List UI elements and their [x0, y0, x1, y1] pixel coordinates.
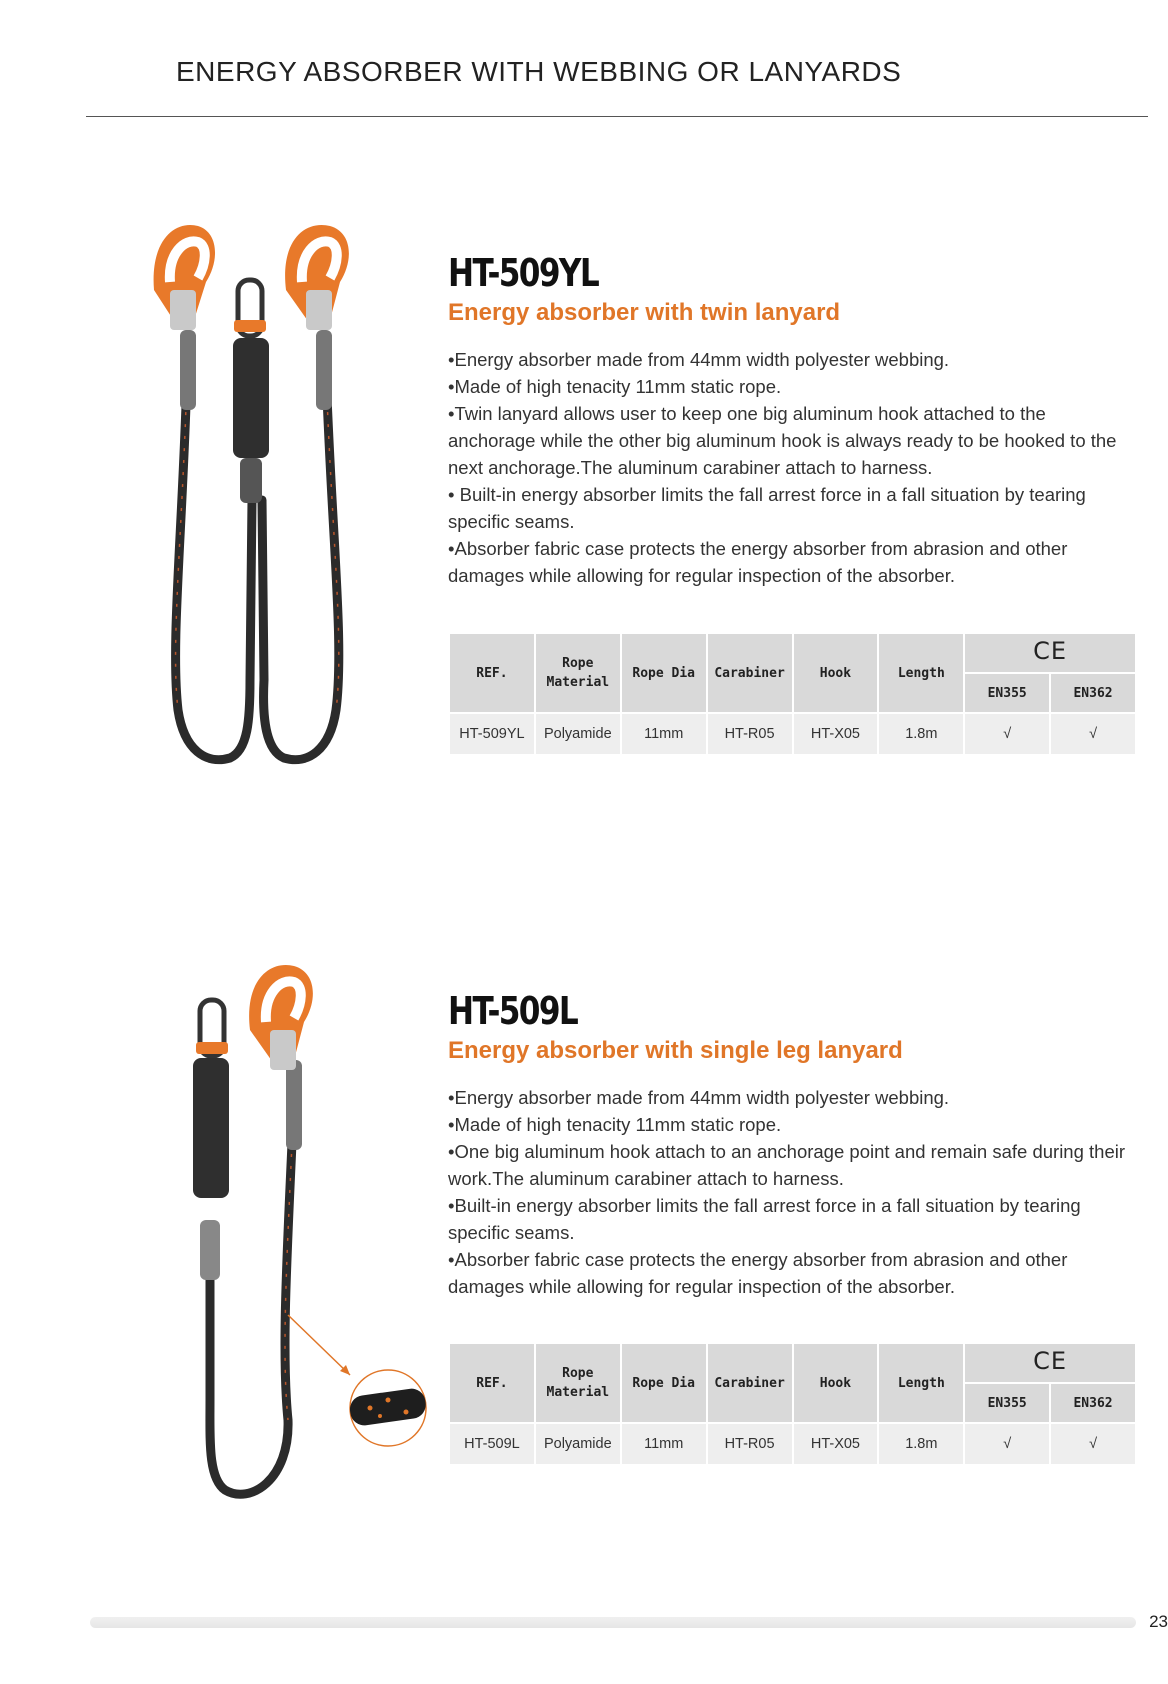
- spec-table-ht-509yl: [448, 632, 1137, 756]
- feature-item: •Made of high tenacity 11mm static rope.: [448, 1114, 782, 1135]
- feature-item: •Made of high tenacity 11mm static rope.: [448, 376, 782, 397]
- col-header-hook: Hook: [793, 1343, 879, 1423]
- header-divider: [86, 116, 1148, 117]
- rope-detail-icon: [348, 1370, 427, 1446]
- feature-item: •Energy absorber made from 44mm width polyester webbing.: [448, 1087, 950, 1108]
- cell-rope-material: Polyamide: [535, 713, 621, 755]
- ce-mark-icon: CE: [964, 633, 1136, 673]
- snap-hook-icon: [285, 225, 349, 330]
- table-row: [449, 713, 1136, 755]
- table-row: [449, 1423, 1136, 1465]
- footer-bar: [90, 1617, 1136, 1628]
- col-header-length: Length: [878, 1343, 964, 1423]
- check-mark-icon: √: [964, 713, 1050, 755]
- feature-list: [448, 346, 1138, 589]
- product-subtitle: Energy absorber with twin lanyard: [448, 299, 841, 326]
- product-subtitle: Energy absorber with single leg lanyard: [448, 1037, 903, 1064]
- check-mark-icon: √: [1050, 713, 1136, 755]
- feature-item: •Absorber fabric case protects the energy absorber from abrasion and other damages while allowing for regular inspection of the absorber.: [448, 538, 1068, 586]
- page-number: 23: [1149, 1612, 1168, 1631]
- product-photo-twin-lanyard: [140, 220, 380, 765]
- col-header-ref: REF.: [449, 633, 535, 713]
- check-mark-icon: √: [964, 1423, 1050, 1465]
- cell-carabiner: HT-R05: [707, 713, 793, 755]
- cell-length: 1.8m: [878, 1423, 964, 1465]
- col-header-en362: EN362: [1050, 673, 1136, 713]
- snap-hook-icon: [249, 965, 313, 1070]
- spec-table-ht-509l: [448, 1342, 1137, 1466]
- col-header-en362: EN362: [1050, 1383, 1136, 1423]
- col-header-en355: EN355: [964, 1383, 1050, 1423]
- col-header-ref: REF.: [449, 1343, 535, 1423]
- page-header: ENERGY ABSORBER WITH WEBBING OR LANYARDS: [176, 56, 902, 87]
- col-header-rope-material: Rope Material: [535, 1343, 621, 1423]
- col-header-rope-material: Rope Material: [535, 633, 621, 713]
- cell-ref: HT-509YL: [449, 713, 535, 755]
- feature-list: [448, 1084, 1138, 1300]
- cell-ref: HT-509L: [449, 1423, 535, 1465]
- product-ht-509l: [448, 988, 1138, 1300]
- col-header-carabiner: Carabiner: [707, 1343, 793, 1423]
- cell-hook: HT-X05: [793, 713, 879, 755]
- carabiner-icon: [196, 1000, 228, 1056]
- feature-item: •Absorber fabric case protects the energy absorber from abrasion and other damages while allowing for regular inspection of the absorber.: [448, 1249, 1068, 1297]
- col-header-rope-dia: Rope Dia: [621, 1343, 707, 1423]
- cell-carabiner: HT-R05: [707, 1423, 793, 1465]
- col-header-length: Length: [878, 633, 964, 713]
- snap-hook-icon: [154, 225, 215, 330]
- product-ht-509yl: [448, 250, 1138, 589]
- col-header-rope-dia: Rope Dia: [621, 633, 707, 713]
- product-photo-single-lanyard: [180, 960, 440, 1505]
- feature-item: •One big aluminum hook attach to an anchorage point and remain safe during their work.The aluminum carabiner attach to harness.: [448, 1141, 1126, 1189]
- cell-hook: HT-X05: [793, 1423, 879, 1465]
- product-ref-title: HT-509YL: [448, 251, 599, 295]
- feature-item: •Energy absorber made from 44mm width polyester webbing.: [448, 349, 950, 370]
- col-header-carabiner: Carabiner: [707, 633, 793, 713]
- cell-rope-material: Polyamide: [535, 1423, 621, 1465]
- product-ref-title: HT-509L: [448, 989, 578, 1033]
- cell-rope-dia: 11mm: [621, 1423, 707, 1465]
- col-header-hook: Hook: [793, 633, 879, 713]
- feature-item: •Built-in energy absorber limits the fall arrest force in a fall situation by tearing specific seams.: [448, 1195, 1081, 1243]
- cell-length: 1.8m: [878, 713, 964, 755]
- col-header-en355: EN355: [964, 673, 1050, 713]
- cell-rope-dia: 11mm: [621, 713, 707, 755]
- ce-mark-icon: CE: [964, 1343, 1136, 1383]
- check-mark-icon: √: [1050, 1423, 1136, 1465]
- carabiner-icon: [234, 280, 266, 336]
- feature-item: •Twin lanyard allows user to keep one big aluminum hook attached to the anchorage while the other big aluminum hook is always ready to be hooked to the next anchorage.The aluminum carabiner attach to harness.: [448, 403, 1117, 478]
- feature-item: • Built-in energy absorber limits the fall arrest force in a fall situation by tearing specific seams.: [448, 484, 1086, 532]
